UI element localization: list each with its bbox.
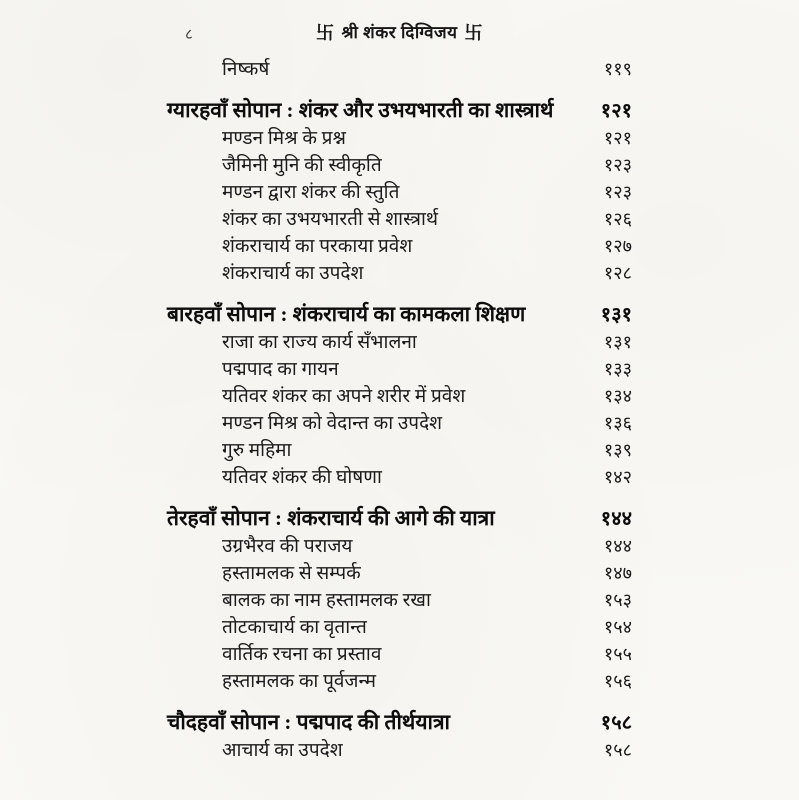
toc-entry-page-number: १४२: [603, 467, 632, 487]
toc-entry: [167, 206, 632, 233]
toc-entry-page-number: १५४: [603, 617, 632, 637]
toc-entry: [167, 152, 632, 179]
toc-entry: [167, 179, 632, 206]
toc-entry-label: निष्कर्ष: [222, 59, 270, 80]
folio-number: ८: [185, 27, 193, 43]
toc-entry-label: शंकराचार्य का उपदेश: [222, 263, 364, 284]
toc-entry: [167, 641, 632, 668]
toc-section-heading: [167, 503, 632, 533]
toc-entry: [167, 533, 632, 560]
toc-entry-page-number: १२६: [603, 209, 632, 229]
toc-entry-label: उग्रभैरव की पराजय: [222, 536, 353, 557]
toc-entry: [167, 737, 632, 764]
toc-entry-page-number: १५६: [603, 671, 632, 691]
toc-entry-label: यतिवर शंकर की घोषणा: [222, 467, 382, 488]
toc-section-page-number: १५८: [600, 712, 632, 734]
book-title: श्री शंकर दिग्विजय: [341, 23, 458, 42]
toc-entry-label: आचार्य का उपदेश: [222, 740, 343, 761]
toc-entry-label: मण्डन मिश्र को वेदान्त का उपदेश: [222, 413, 443, 434]
toc-section-title: तेरहवाँ सोपान : शंकराचार्य की आगे की यात्रा: [167, 506, 495, 530]
toc-section-page-number: १३१: [600, 304, 632, 326]
toc-entry-page-number: १५३: [603, 590, 632, 610]
toc-entry: [167, 614, 632, 641]
toc-entry-page-number: १३९: [603, 440, 632, 460]
toc-entry-label: पद्मपाद का गायन: [222, 359, 339, 380]
toc-entry: [167, 560, 632, 587]
toc-section-title: चौदहवाँ सोपान : पद्मपाद की तीर्थयात्रा: [167, 710, 450, 734]
toc-entry: [167, 464, 632, 491]
toc-entry: [167, 260, 632, 287]
page-header: [0, 18, 799, 48]
toc-entry-page-number: १२३: [603, 182, 632, 202]
toc-entry: [167, 410, 632, 437]
toc-section-heading: [167, 707, 632, 737]
toc-entry: [167, 329, 632, 356]
toc-entry-label: मण्डन द्वारा शंकर की स्तुति: [222, 182, 400, 203]
toc-entry-label: मण्डन मिश्र के प्रश्न: [222, 128, 346, 149]
toc-entry: [167, 437, 632, 464]
toc-entry-label: तोटकाचार्य का वृतान्त: [222, 617, 367, 638]
toc-section-heading: [167, 95, 632, 125]
toc-entry-label: बालक का नाम हस्तामलक रखा: [222, 590, 431, 611]
toc-section-title: ग्यारहवाँ सोपान : शंकर और उभयभारती का शास्त्रार्थ: [167, 98, 554, 122]
toc-section-page-number: १२१: [600, 100, 632, 122]
toc-entry: [167, 233, 632, 260]
toc-entry-label: यतिवर शंकर का अपने शरीर में प्रवेश: [222, 386, 466, 407]
toc-entry-page-number: १४४: [603, 536, 632, 556]
toc-entry-page-number: ११९: [603, 59, 632, 79]
toc-entry-page-number: १३४: [603, 386, 632, 406]
toc-entry-label: हस्तामलक का पूर्वजन्म: [222, 671, 376, 692]
toc-entry-page-number: १५५: [603, 644, 632, 664]
toc-entry-label: राजा का राज्य कार्य सँभालना: [222, 332, 417, 353]
toc-entry: [167, 56, 632, 83]
toc-section-title: बारहवाँ सोपान : शंकराचार्य का कामकला शिक्षण: [167, 302, 526, 326]
toc-entry-page-number: १३६: [603, 413, 632, 433]
toc-entry: [167, 356, 632, 383]
toc-entry-label: गुरु महिमा: [222, 440, 292, 461]
toc-entry-label: शंकर का उभयभारती से शास्त्रार्थ: [222, 209, 439, 230]
toc-entry-page-number: १२७: [603, 236, 632, 256]
running-title: [0, 18, 799, 44]
swastika-right-icon: 卐: [464, 23, 484, 43]
toc-entry: [167, 383, 632, 410]
table-of-contents: [167, 56, 632, 764]
toc-entry: [167, 587, 632, 614]
toc-entry-page-number: १२१: [603, 128, 632, 148]
toc-entry: [167, 668, 632, 695]
toc-entry: [167, 125, 632, 152]
toc-entry-page-number: १३३: [603, 359, 632, 379]
swastika-left-icon: 卐: [315, 23, 335, 43]
toc-entry-page-number: १५८: [603, 740, 632, 760]
toc-section-page-number: १४४: [600, 508, 632, 530]
toc-section-heading: [167, 299, 632, 329]
toc-entry-page-number: १३१: [603, 332, 632, 352]
toc-entry-page-number: १२३: [603, 155, 632, 175]
toc-entry-label: वार्तिक रचना का प्रस्ताव: [222, 644, 382, 665]
toc-entry-page-number: १४७: [603, 563, 632, 583]
toc-entry-page-number: १२८: [603, 263, 632, 283]
toc-entry-label: हस्तामलक से सम्पर्क: [222, 563, 361, 584]
toc-entry-label: शंकराचार्य का परकाया प्रवेश: [222, 236, 413, 257]
toc-entry-label: जैमिनी मुनि की स्वीकृति: [222, 155, 382, 176]
